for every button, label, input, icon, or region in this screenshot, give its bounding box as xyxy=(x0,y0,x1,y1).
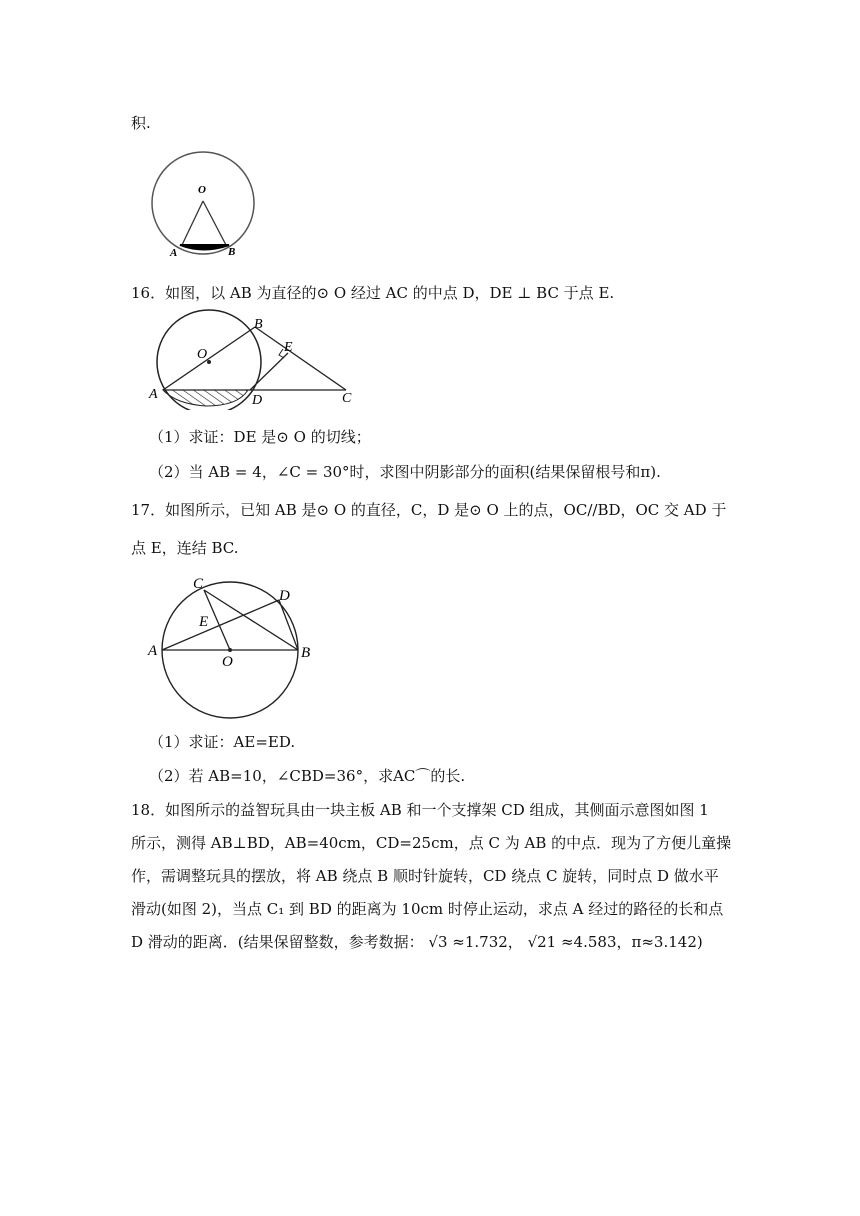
q17-statement-line1: 17．如图所示，已知 AB 是⊙ O 的直径，C，D 是⊙ O 上的点，OC//BD，OC 交 AD 于 xyxy=(131,501,727,519)
label-b: B xyxy=(254,317,263,332)
segment-ad xyxy=(162,600,279,650)
segment-ab xyxy=(163,327,255,390)
segment-bc xyxy=(255,327,346,390)
q18-line5: D 滑动的距离．(结果保留整数，参考数据： √3 ≈1.732， √21 ≈4.583，π≈3.142) xyxy=(131,933,703,951)
label-e: E xyxy=(199,614,209,630)
q17-part2: （2）若 AB=10，∠CBD=36°，求AC⌒的长. xyxy=(149,767,466,785)
label-d: D xyxy=(279,588,290,604)
label-o: O xyxy=(222,654,233,670)
label-a: A xyxy=(148,643,158,659)
label-d: D xyxy=(252,393,263,408)
label-o: O xyxy=(197,347,208,362)
figure-q17 xyxy=(146,573,326,720)
q16-part2: （2）当 AB = 4，∠C = 30°时，求图中阴影部分的面积(结果保留根号和π). xyxy=(149,463,661,481)
q18-line1: 18．如图所示的益智玩具由一块主板 AB 和一个支撑架 CD 组成，其侧面示意图如图 1 xyxy=(131,801,709,819)
label-b: B xyxy=(228,246,236,258)
label-e: E xyxy=(284,340,293,355)
radius-ob xyxy=(203,201,226,245)
figure-q16 xyxy=(146,306,366,410)
shaded-segment xyxy=(180,245,229,250)
label-c: C xyxy=(342,391,352,406)
center-dot xyxy=(228,648,232,652)
figure-q15 xyxy=(150,146,260,262)
previous-question-fragment: 积. xyxy=(131,114,151,132)
q17-statement-line2: 点 E，连结 BC. xyxy=(131,539,239,557)
q18-line2: 所示，测得 AB⊥BD，AB=40cm，CD=25cm，点 C 为 AB 的中点．现为了方便儿童操 xyxy=(131,834,732,852)
label-a: A xyxy=(149,387,158,402)
q17-part1: （1）求证：AE=ED. xyxy=(149,733,296,751)
q16-part1: （1）求证：DE 是⊙ O 的切线； xyxy=(149,428,371,446)
radius-oa xyxy=(182,201,203,245)
segment-de xyxy=(250,353,288,390)
hatched-region xyxy=(163,390,248,406)
label-c: C xyxy=(193,576,204,592)
q18-line4: 滑动(如图 2)，当点 C₁ 到 BD 的距离为 10cm 时停止运动，求点 A 经过的路径的长和点 xyxy=(131,900,724,918)
label-o: O xyxy=(198,184,206,196)
label-b: B xyxy=(301,645,311,661)
q16-statement: 16．如图，以 AB 为直径的⊙ O 经过 AC 的中点 D，DE ⊥ BC 于点 E. xyxy=(131,284,615,302)
center-dot xyxy=(207,360,211,364)
q18-line3: 作，需调整玩具的摆放，将 AB 绕点 B 顺时针旋转，CD 绕点 C 旋转，同时点 D 做水平 xyxy=(131,867,719,885)
segment-bd xyxy=(279,600,298,650)
label-a: A xyxy=(170,247,178,259)
circle-outline xyxy=(152,152,254,254)
